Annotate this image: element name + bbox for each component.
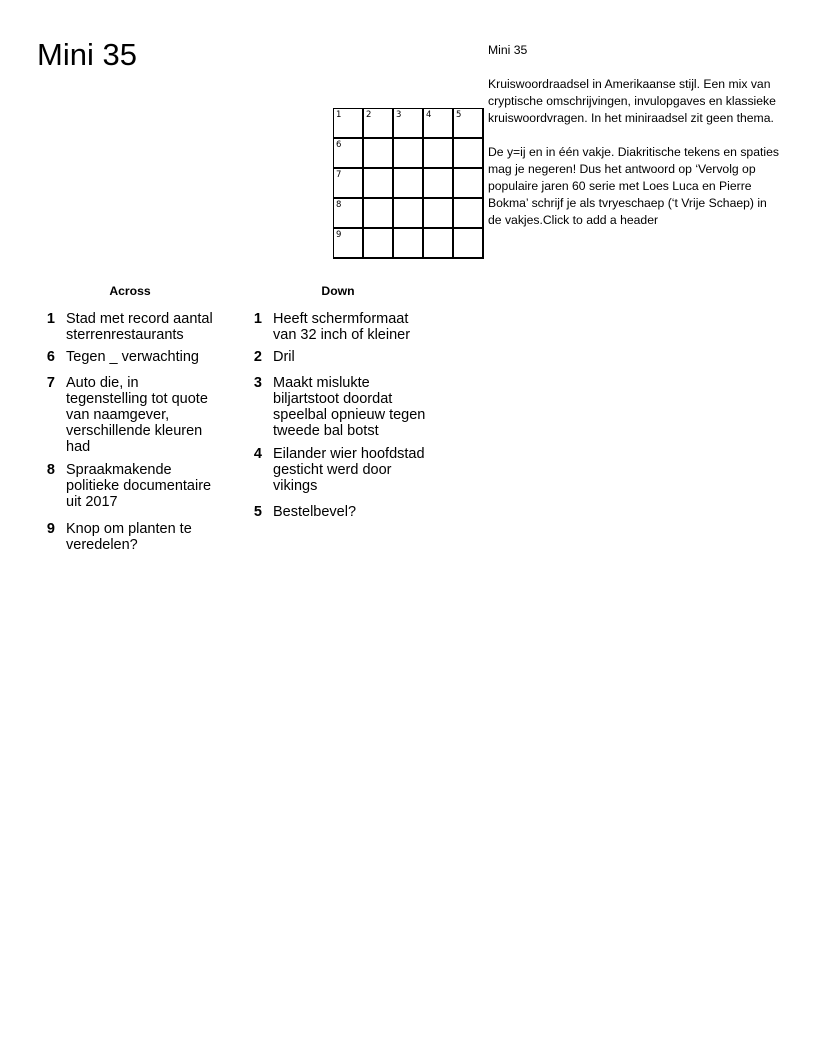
grid-cell[interactable] — [364, 139, 394, 169]
grid-cell[interactable] — [424, 199, 454, 229]
across-clue[interactable] — [40, 349, 220, 365]
clue-text: Auto die, in tegenstelling tot quote van naamgever, verschillende kleuren had — [66, 375, 208, 455]
across-clue-list — [40, 311, 220, 553]
cell-number: 4 — [426, 110, 432, 120]
puzzle-title: Mini 35 — [37, 37, 137, 72]
clue-number: 6 — [46, 349, 55, 365]
description-paragraph-2: De y=ij en in één vakje. Diakritische tekens en spaties mag je negeren! Dus het antwoord op ‘Vervolg op populaire jaren 60 serie met Loes Luca en Pierre Bokma’ schrijf je als tvryeschaep (‘t Vrije Schaep) in de vakjes.Click to add a header — [488, 145, 779, 227]
grid-cell[interactable] — [424, 139, 454, 169]
grid-cell[interactable] — [394, 109, 424, 139]
clue-text: Maakt mislukte biljartstoot doordat speelbal opnieuw tegen tweede bal botst — [273, 375, 426, 439]
cell-number: 5 — [456, 110, 462, 120]
down-clue[interactable] — [247, 349, 429, 365]
cell-number: 2 — [366, 110, 372, 120]
clue-text: Bestelbevel? — [273, 504, 357, 520]
grid-cell[interactable] — [454, 109, 484, 139]
across-clue[interactable] — [40, 462, 220, 510]
grid-cell[interactable] — [334, 139, 364, 169]
cell-number: 3 — [396, 110, 402, 120]
clue-text: Dril — [273, 349, 295, 365]
across-clue[interactable] — [40, 521, 220, 553]
description-paragraph-1: Kruiswoordraadsel in Amerikaanse stijl. Een mix van cryptische omschrijvingen, invulopgaves en klassieke kruiswoordvragen. In het miniraadsel zit geen thema. — [488, 77, 776, 125]
clue-text: Knop om planten te veredelen? — [66, 521, 192, 553]
down-heading: Down — [321, 284, 355, 298]
crossword-grid — [333, 108, 484, 259]
grid-cell[interactable] — [454, 229, 484, 259]
clue-number: 3 — [253, 375, 262, 391]
down-clues — [247, 284, 429, 520]
clue-text: Eilander wier hoofdstad gesticht werd door vikings — [273, 446, 425, 494]
cell-number: 8 — [336, 200, 342, 210]
grid-cell[interactable] — [394, 199, 424, 229]
grid-cell[interactable] — [394, 139, 424, 169]
grid-cell[interactable] — [364, 169, 394, 199]
cell-number: 1 — [336, 110, 342, 120]
down-clue-list — [247, 311, 429, 520]
clue-number: 4 — [253, 446, 262, 462]
across-clues — [40, 284, 220, 553]
grid-cell[interactable] — [334, 109, 364, 139]
down-clue[interactable] — [247, 504, 429, 520]
grid-cell[interactable] — [394, 169, 424, 199]
clue-text: Stad met record aantal sterrenrestaurants — [66, 311, 213, 343]
grid-cell[interactable] — [364, 229, 394, 259]
down-clue[interactable] — [247, 311, 429, 343]
cell-number: 9 — [336, 230, 342, 240]
across-heading: Across — [109, 284, 151, 298]
cell-number: 7 — [336, 170, 342, 180]
grid-cell[interactable] — [364, 199, 394, 229]
clue-number: 1 — [253, 311, 262, 327]
grid-cell[interactable] — [334, 229, 364, 259]
grid-cell[interactable] — [334, 199, 364, 229]
clue-number: 7 — [46, 375, 55, 391]
clue-text: Spraakmakende politieke documentaire uit 2017 — [66, 462, 212, 510]
down-clue[interactable] — [247, 375, 429, 439]
clue-text: Tegen _ verwachting — [66, 349, 199, 365]
across-clue[interactable] — [40, 375, 220, 455]
grid-cell[interactable] — [424, 229, 454, 259]
grid-cell[interactable] — [424, 169, 454, 199]
grid-cell[interactable] — [454, 169, 484, 199]
clue-number: 2 — [253, 349, 262, 365]
puzzle-description — [488, 42, 780, 229]
down-clue[interactable] — [247, 446, 429, 494]
grid-cell[interactable] — [364, 109, 394, 139]
grid-cell[interactable] — [454, 199, 484, 229]
cell-number: 6 — [336, 140, 342, 150]
grid-cell[interactable] — [394, 229, 424, 259]
clue-number: 5 — [253, 504, 262, 520]
clue-number: 1 — [46, 311, 55, 327]
across-clue[interactable] — [40, 311, 220, 343]
description-heading: Mini 35 — [488, 43, 528, 57]
clue-number: 9 — [46, 521, 55, 537]
clue-number: 8 — [46, 462, 55, 478]
grid-cell[interactable] — [424, 109, 454, 139]
grid-cell[interactable] — [334, 169, 364, 199]
clue-text: Heeft schermformaat van 32 inch of kleiner — [273, 311, 411, 343]
grid-cell[interactable] — [454, 139, 484, 169]
